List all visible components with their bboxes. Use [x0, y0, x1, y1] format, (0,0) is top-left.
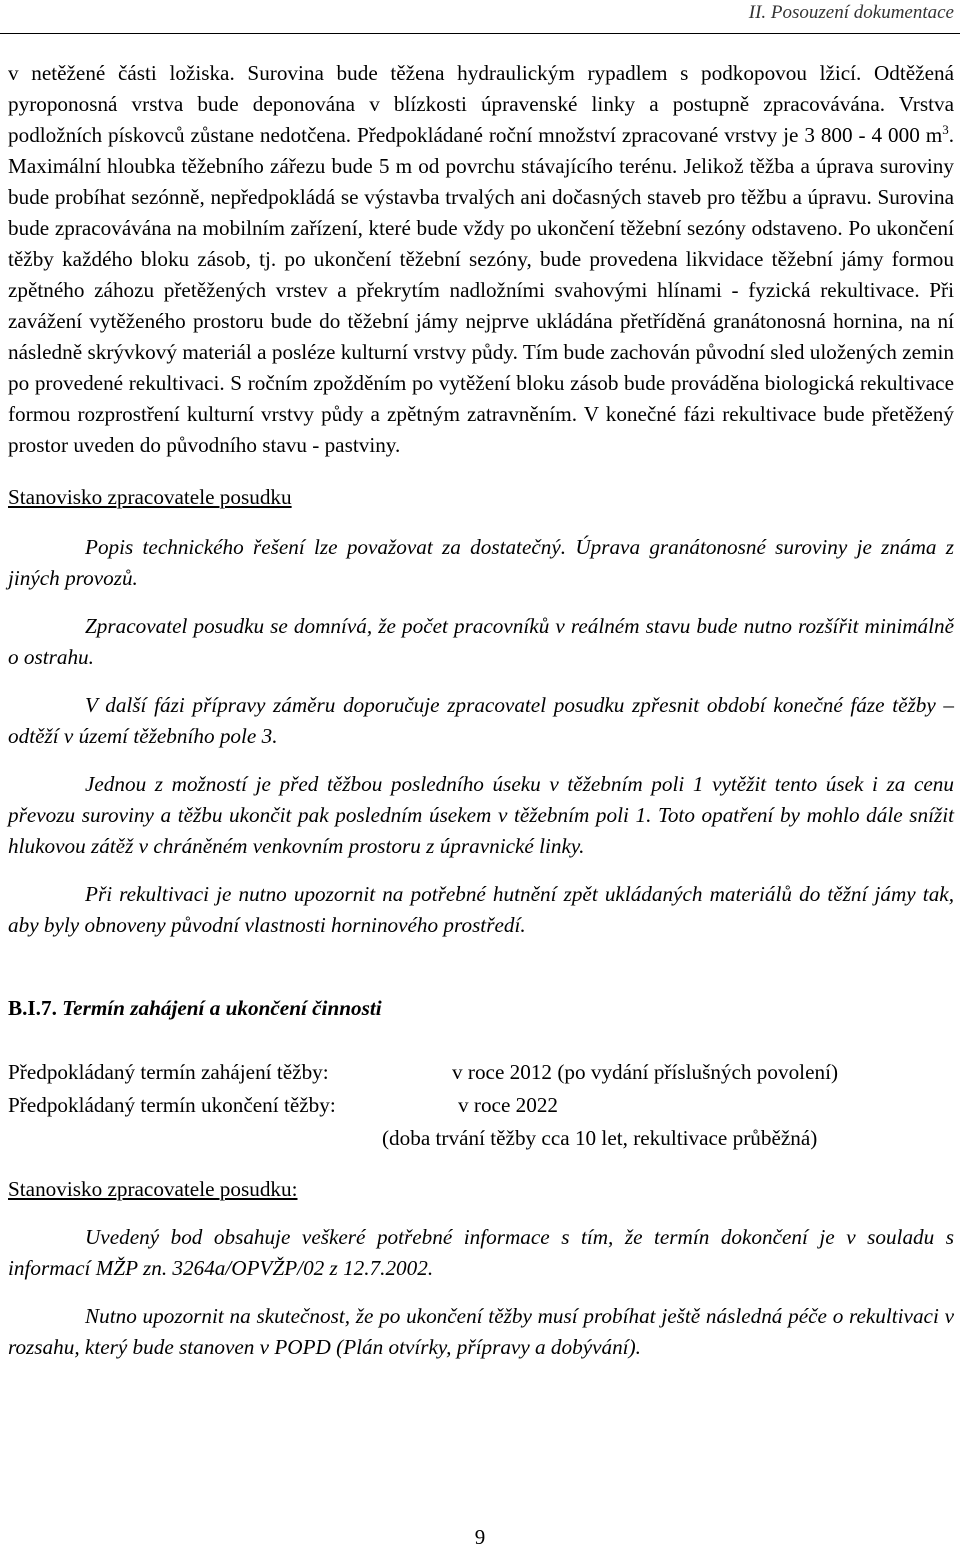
section-number: B.I.7.	[8, 996, 57, 1020]
section-title-text: Termín zahájení a ukončení činnosti	[62, 996, 382, 1020]
opinion-heading-1: Stanovisko zpracovatele posudku	[8, 485, 292, 509]
term-start-label: Předpokládaný termín zahájení těžby:	[8, 1060, 329, 1084]
header-divider	[0, 33, 960, 34]
header-text: II. Posouzení dokumentace	[748, 2, 954, 23]
opinion-paragraph: Jednou z možností je před těžbou posledního úseku v těžebním poli 1 vytěžit tento úsek i za cenu převozu suroviny a těžbu ukončit pak posledním úsekem v těžebním poli 1. Toto opatření by mohlo dále snížit hlukovou zátěž v chráněném venkovním prostoru z úpravnické linky.	[8, 772, 954, 858]
intro-superscript: 3	[942, 121, 949, 137]
opinion-paragraph: Nutno upozornit na skutečnost, že po ukončení těžby musí probíhat ještě následná péče o rekultivaci v rozsahu, který bude stanoven v POPD (Plán otvírky, přípravy a dobývání).	[8, 1304, 954, 1359]
section-title	[8, 993, 954, 1024]
document-body	[8, 58, 954, 1363]
term-duration-row	[8, 1123, 954, 1156]
opinion-paragraph: V další fázi přípravy záměru doporučuje zpracovatel posudku zpřesnit období konečné fáze těžby – odtěží v území těžebního pole 3.	[8, 693, 954, 748]
term-start-value: v roce 2012 (po vydání příslušných povolení)	[452, 1060, 839, 1084]
opinion-heading-2: Stanovisko zpracovatele posudku:	[8, 1177, 298, 1201]
intro-paragraph	[8, 58, 954, 461]
intro-text: v netěžené části ložiska. Surovina bude těžena hydraulickým rypadlem s podkopovou lžicí. Odtěžená pyroponosná vrstva bude deponována v blízkosti úpravenské linky a postupně zpracovávána. Vrstva podložních pískovců zůstane nedotčena. Předpokládané roční množství zpracované vrstvy je 3 800 - 4 000 m	[8, 61, 954, 147]
intro-text-rest: . Maximální hloubka těžebního zářezu bude 5 m od povrchu stávajícího terénu. Jelikož těžba a úprava suroviny bude probíhat sezónně, nepředpokládá se výstavba trvalých ani dočasných staveb pro těžbu a úpravu. Surovina bude zpracovávána na mobilním zařízení, které bude vždy po ukončení těžební sezóny odstaveno. Po ukončení těžby každého bloku zásob, tj. po ukončení těžební sezóny, bude provedena likvidace těžební jámy formou zpětného záhozu přetěžených vrstev a překrytím nadložními svahovými hlínami - fyzická rekultivace. Při zavážení vytěženého prostoru bude do těžební jámy nejprve ukládána přetříděná granátonosná hornina, na ní následně skrývkový materiál a posléze kulturní vrstvy půdy. Tím bude zachován původní sled uložených zemin po provedené rekultivaci. S ročním zpožděním po vytěžení bloku zásob bude prováděna biologická rekultivace formou rozprostření kulturní vrstvy půdy a zpětným zatravněním. V konečné fázi rekultivace bude přetěžený prostor uveden do původního stavu - pastviny.	[8, 123, 954, 457]
opinion-paragraph: Uvedený bod obsahuje veškeré potřebné informace s tím, že termín dokončení je v souladu s informací MŽP zn. 3264a/OPVŽP/02 z 12.7.2002.	[8, 1225, 954, 1280]
opinion-paragraph: Zpracovatel posudku se domnívá, že počet pracovníků v reálném stavu bude nutno rozšířit minimálně o ostrahu.	[8, 614, 954, 669]
term-end-row	[8, 1090, 954, 1123]
opinion-paragraph: Při rekultivaci je nutno upozornit na potřebné hutnění zpět ukládaných materiálů do těžní jámy tak, aby byly obnoveny původní vlastnosti horninového prostředí.	[8, 882, 954, 937]
page-number: 9	[474, 1525, 486, 1549]
term-start-row	[8, 1057, 954, 1090]
term-end-value: v roce 2022	[458, 1093, 559, 1117]
term-end-label: Předpokládaný termín ukončení těžby:	[8, 1093, 336, 1117]
opinion-paragraph: Popis technického řešení lze považovat za dostatečný. Úprava granátonosné suroviny je známa z jiných provozů.	[8, 535, 954, 590]
term-duration-note: (doba trvání těžby cca 10 let, rekultivace průběžná)	[382, 1126, 818, 1150]
